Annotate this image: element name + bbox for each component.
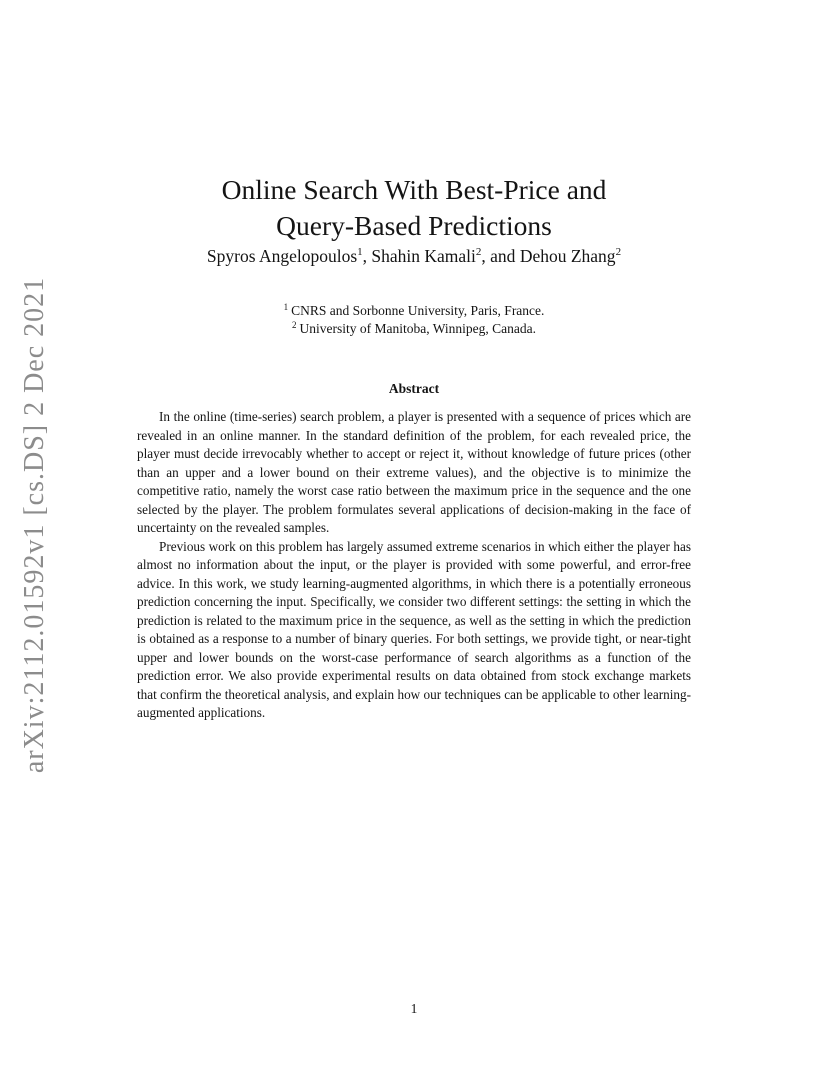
author-affiliation-mark: 2 xyxy=(615,246,622,258)
paper-title xyxy=(0,172,828,244)
affiliation-mark: 1 xyxy=(283,302,289,312)
affiliation-list xyxy=(0,302,828,338)
affiliation-text: CNRS and Sorbonne University, Paris, France. xyxy=(291,303,545,318)
title-line-1: Online Search With Best-Price and xyxy=(221,174,607,206)
affiliation-item xyxy=(0,320,828,338)
author-list xyxy=(0,244,828,268)
author-separator: , xyxy=(362,246,372,266)
author-affiliation-mark: 2 xyxy=(475,246,482,258)
affiliation-item xyxy=(0,302,828,320)
author-affiliation-mark: 1 xyxy=(357,246,363,258)
affiliation-mark: 2 xyxy=(291,320,297,330)
abstract-paragraph: In the online (time-series) search problem, a player is presented with a sequence of prices which are revealed in an online manner. In the standard definition of the problem, for each revealed price, the player must decide irrevocably whether to accept or reject it, without knowledge of future prices (other than an upper and a lower bound on their extreme values), and the objective is to minimize the competitive ratio, namely the worst case ratio between the maximum price in the sequence and the one selected by the player. The problem formulates several applications of decision-making in the face of uncertainty on the revealed samples. xyxy=(137,409,691,535)
abstract-body xyxy=(137,408,691,723)
author-name: Shahin Kamali xyxy=(371,246,476,266)
title-line-2: Query-Based Predictions xyxy=(276,210,552,242)
abstract-paragraph: Previous work on this problem has largely assumed extreme scenarios in which either the player has almost no information about the input, or the player is provided with some powerful, and error-free advice. In this work, we study learning-augmented algorithms, in which there is a potentially erroneous prediction concerning the input. Specifically, we consider two different settings: the setting in which the prediction is related to the maximum price in the sequence, as well as the setting in which the prediction is obtained as a response to a number of binary queries. For both settings, we provide tight, or near-tight upper and lower bounds on the worst-case performance of search algorithms as a function of the prediction error. We also provide experimental results on data obtained from stock exchange markets that confirm the theoretical analysis, and explain how our techniques can be applicable to other learning-augmented applications. xyxy=(137,538,691,720)
affiliation-text: University of Manitoba, Winnipeg, Canada. xyxy=(299,321,537,336)
abstract-heading: Abstract xyxy=(388,381,440,396)
author-name: Spyros Angelopoulos xyxy=(206,246,358,266)
page-number: 1 xyxy=(410,1001,418,1016)
author-separator: , and xyxy=(481,246,520,266)
arxiv-identifier-stamp xyxy=(19,276,50,774)
author-name: Dehou Zhang xyxy=(519,246,616,266)
arxiv-identifier-text: arXiv:2112.01592v1 [cs.DS] 2 Dec 2021 xyxy=(19,276,50,774)
